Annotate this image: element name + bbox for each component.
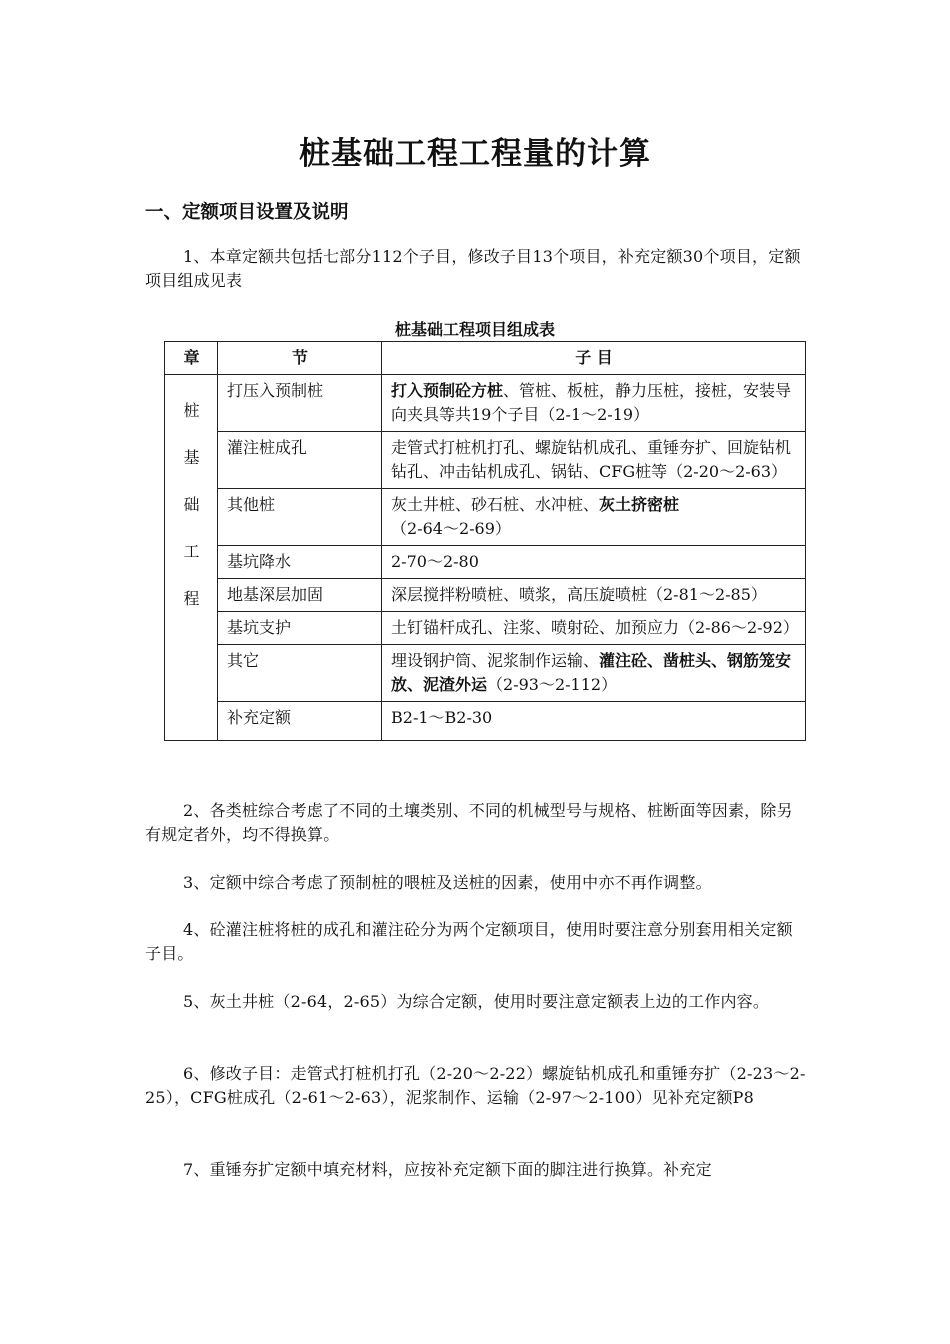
header-section: 节	[218, 342, 382, 375]
items-cell	[382, 375, 806, 432]
table-row	[165, 579, 806, 612]
items-text: （2-93～2-112）	[487, 675, 618, 694]
chapter-char: 础	[183, 495, 200, 514]
items-text: （2-64～2-69）	[391, 519, 511, 538]
paragraph-5: 5、灰土井桩（2-64，2-65）为综合定额，使用时要注意定额表上边的工作内容。	[183, 992, 770, 1011]
section-cell: 灌注桩成孔	[218, 432, 382, 489]
section-cell: 基坑降水	[218, 546, 382, 579]
chapter-char: 程	[183, 589, 200, 608]
table-row	[165, 702, 806, 741]
section-cell: 其它	[218, 645, 382, 702]
table-caption: 桩基础工程项目组成表	[394, 320, 555, 339]
items-text: 、管桩、板桩，静力压桩，接桩，安装导向夹具等共19个子目（2-1～2-19）	[391, 381, 792, 424]
items-bold: 灌注砼、凿桩头、钢筋笼安放、泥渣外运	[391, 651, 792, 694]
items-cell	[382, 489, 806, 546]
chapter-char: 工	[183, 542, 200, 561]
items-cell: 土钉锚杆成孔、注浆、喷射砼、加预应力（2-86～2-92）	[382, 612, 806, 645]
items-cell	[382, 645, 806, 702]
paragraph-1: 1、本章定额共包括七部分112个子目，修改子目13个项目，补充定额30个项目，定额项目组成见表	[145, 247, 801, 290]
items-cell: 走管式打桩机打孔、螺旋钻机成孔、重锤夯扩、回旋钻机钻孔、冲击钻机成孔、锅钻、CFG桩等（2-20～2-63）	[382, 432, 806, 489]
table-row	[165, 546, 806, 579]
table-row	[165, 612, 806, 645]
section-cell: 补充定额	[218, 702, 382, 741]
chapter-cell	[165, 375, 218, 741]
composition-table	[164, 341, 806, 741]
header-chapter: 章	[165, 342, 218, 375]
section-cell: 其他桩	[218, 489, 382, 546]
items-cell: 深层搅拌粉喷桩、喷浆，高压旋喷桩（2-81～2-85）	[382, 579, 806, 612]
paragraph-7: 7、重锤夯扩定额中填充材料，应按补充定额下面的脚注进行换算。补充定	[183, 1160, 712, 1179]
items-cell: B2-1～B2-30	[382, 702, 806, 741]
items-bold: 打入预制砼方桩	[391, 381, 504, 400]
page-title: 桩基础工程工程量的计算	[299, 136, 651, 172]
header-items: 子 目	[382, 342, 806, 375]
items-bold: 灰土挤密桩	[599, 495, 680, 514]
section-heading: 一、定额项目设置及说明	[145, 202, 349, 223]
paragraph-4: 4、砼灌注桩将桩的成孔和灌注砼分为两个定额项目，使用时要注意分别套用相关定额子目。	[145, 920, 793, 963]
section-cell: 打压入预制桩	[218, 375, 382, 432]
section-cell: 地基深层加固	[218, 579, 382, 612]
table-row	[165, 645, 806, 702]
chapter-char: 桩	[183, 401, 200, 420]
table-row	[165, 489, 806, 546]
paragraph-3: 3、定额中综合考虑了预制桩的喂桩及送桩的因素，使用中亦不再作调整。	[183, 873, 712, 892]
chapter-char: 基	[183, 448, 200, 467]
paragraph-6: 6、修改子目：走管式打桩机打孔（2-20～2-22）螺旋钻机成孔和重锤夯扩（2-23～2-25），CFG桩成孔（2-61～2-63），泥浆制作、运输（2-97～2-100）见补充定额P8	[145, 1064, 806, 1107]
items-text: 埋设钢护筒、泥浆制作运输、	[391, 651, 600, 670]
table-header-row	[165, 342, 806, 375]
section-cell: 基坑支护	[218, 612, 382, 645]
items-text: 灰土井桩、砂石桩、水冲桩、	[391, 495, 600, 514]
table-row	[165, 432, 806, 489]
table-row	[165, 375, 806, 432]
paragraph-2: 2、各类桩综合考虑了不同的土壤类别、不同的机械型号与规格、桩断面等因素，除另有规定者外，均不得换算。	[145, 801, 793, 844]
items-cell: 2-70～2-80	[382, 546, 806, 579]
